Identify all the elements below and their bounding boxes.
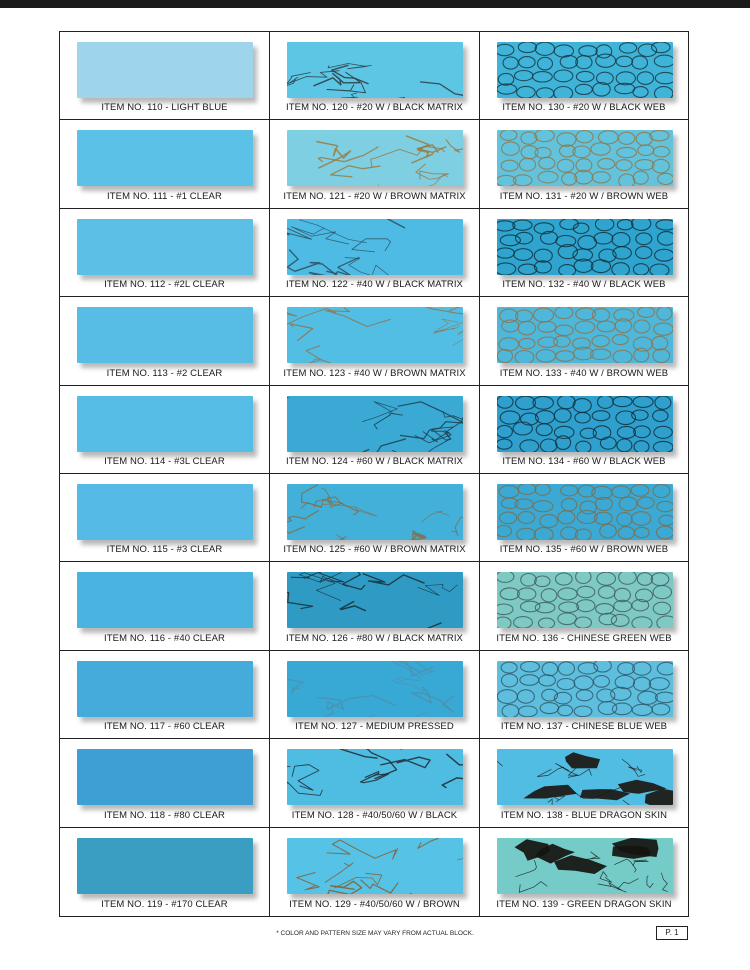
item-label: ITEM NO. 126 - #80 W / BLACK MATRIX [285,632,463,644]
vein-pattern [287,484,463,540]
swatch-grid [59,31,689,917]
vein-pattern [497,307,673,363]
item-label: ITEM NO. 136 - CHINESE GREEN WEB [496,632,672,644]
page-number: P. 1 [656,926,688,940]
item-card [60,562,270,650]
color-swatch [497,396,673,452]
item-card [270,474,480,562]
item-card [270,562,480,650]
vein-pattern [287,749,463,805]
color-swatch [497,661,673,717]
item-label: ITEM NO. 116 - #40 CLEAR [103,632,225,644]
vein-pattern [497,484,673,540]
item-card [270,739,480,827]
item-card [480,651,688,739]
item-card [60,739,270,827]
color-swatch [287,130,463,186]
vein-pattern [287,661,463,717]
item-label: ITEM NO. 119 - #170 CLEAR [101,899,228,910]
color-swatch [287,572,463,628]
item-label: ITEM NO. 129 - #40/50/60 W / BROWN [289,899,460,910]
item-label: ITEM NO. 120 - #20 W / BLACK MATRIX [285,102,463,114]
color-swatch [287,396,463,452]
item-label: ITEM NO. 118 - #80 CLEAR [103,809,225,821]
item-card [480,120,688,208]
item-label: ITEM NO. 125 - #60 W / BROWN MATRIX [283,544,466,556]
vein-pattern [497,572,673,628]
vein-pattern [287,838,463,894]
item-card [480,828,688,916]
vein-pattern [497,749,673,805]
vein-pattern [287,219,463,275]
item-label: ITEM NO. 114 - #3L CLEAR [104,456,225,467]
item-label: ITEM NO. 127 - MEDIUM PRESSED [295,721,454,733]
vein-pattern [287,42,463,98]
color-swatch [287,484,463,540]
item-label: ITEM NO. 128 - #40/50/60 W / BLACK [291,809,458,821]
item-label: ITEM NO. 123 - #40 W / BROWN MATRIX [283,367,466,379]
color-swatch [77,42,253,98]
color-swatch [287,838,463,894]
item-label: ITEM NO. 121 - #20 W / BROWN MATRIX [283,190,466,202]
item-label: ITEM NO. 113 - #2 CLEAR [106,367,223,379]
item-label: ITEM NO. 111 - #1 CLEAR [107,190,222,202]
item-card [60,651,270,739]
vein-pattern [497,219,673,275]
vein-pattern [287,572,463,628]
item-card [60,474,270,562]
color-swatch [497,572,673,628]
item-card [60,386,270,474]
vein-pattern [497,396,673,452]
item-label: ITEM NO. 132 - #40 W / BLACK WEB [502,279,666,291]
item-card [480,209,688,297]
vein-pattern [287,130,463,186]
color-swatch [77,484,253,540]
vein-pattern [287,307,463,363]
item-label: ITEM NO. 122 - #40 W / BLACK MATRIX [285,279,463,291]
item-card [480,739,688,827]
item-label: ITEM NO. 124 - #60 W / BLACK MATRIX [285,456,463,467]
vein-pattern [287,396,463,452]
color-swatch [77,130,253,186]
item-label: ITEM NO. 131 - #20 W / BROWN WEB [499,190,669,202]
color-swatch [77,396,253,452]
item-card [270,651,480,739]
color-swatch [287,307,463,363]
item-label: ITEM NO. 115 - #3 CLEAR [106,544,223,556]
color-swatch [287,661,463,717]
item-card [270,32,480,120]
color-swatch [497,130,673,186]
item-card [270,297,480,385]
item-card [60,297,270,385]
item-label: ITEM NO. 133 - #40 W / BROWN WEB [499,367,669,379]
item-label: ITEM NO. 138 - BLUE DRAGON SKIN [500,809,668,821]
item-card [60,32,270,120]
item-card [480,297,688,385]
item-card [270,828,480,916]
item-card [60,209,270,297]
item-label: ITEM NO. 112 - #2L CLEAR [104,279,225,291]
color-swatch [287,219,463,275]
item-card [270,386,480,474]
item-label: ITEM NO. 135 - #60 W / BROWN WEB [499,544,669,556]
top-border [0,0,750,8]
color-swatch [77,307,253,363]
color-swatch [497,749,673,805]
color-swatch [77,749,253,805]
item-label: ITEM NO. 137 - CHINESE BLUE WEB [500,721,668,733]
color-swatch [497,484,673,540]
item-label: ITEM NO. 130 - #20 W / BLACK WEB [502,102,666,114]
color-swatch [77,661,253,717]
color-swatch [77,838,253,894]
color-swatch [287,42,463,98]
item-label: ITEM NO. 134 - #60 W / BLACK WEB [502,456,666,467]
color-swatch [497,307,673,363]
item-card [270,120,480,208]
item-card [60,828,270,916]
item-card [270,209,480,297]
color-swatch [497,219,673,275]
vein-pattern [497,838,673,894]
color-swatch [497,838,673,894]
footnote: * COLOR AND PATTERN SIZE MAY VARY FROM ACTUAL BLOCK. [276,930,474,937]
color-swatch [287,749,463,805]
vein-pattern [497,130,673,186]
item-label: ITEM NO. 117 - #60 CLEAR [103,721,225,733]
item-card [480,562,688,650]
vein-pattern [497,42,673,98]
item-card [480,32,688,120]
color-swatch [77,572,253,628]
item-card [480,386,688,474]
color-swatch [77,219,253,275]
item-label: ITEM NO. 139 - GREEN DRAGON SKIN [496,899,672,910]
item-card [60,120,270,208]
vein-pattern [497,661,673,717]
item-card [480,474,688,562]
color-swatch [497,42,673,98]
item-label: ITEM NO. 110 - LIGHT BLUE [101,102,228,114]
